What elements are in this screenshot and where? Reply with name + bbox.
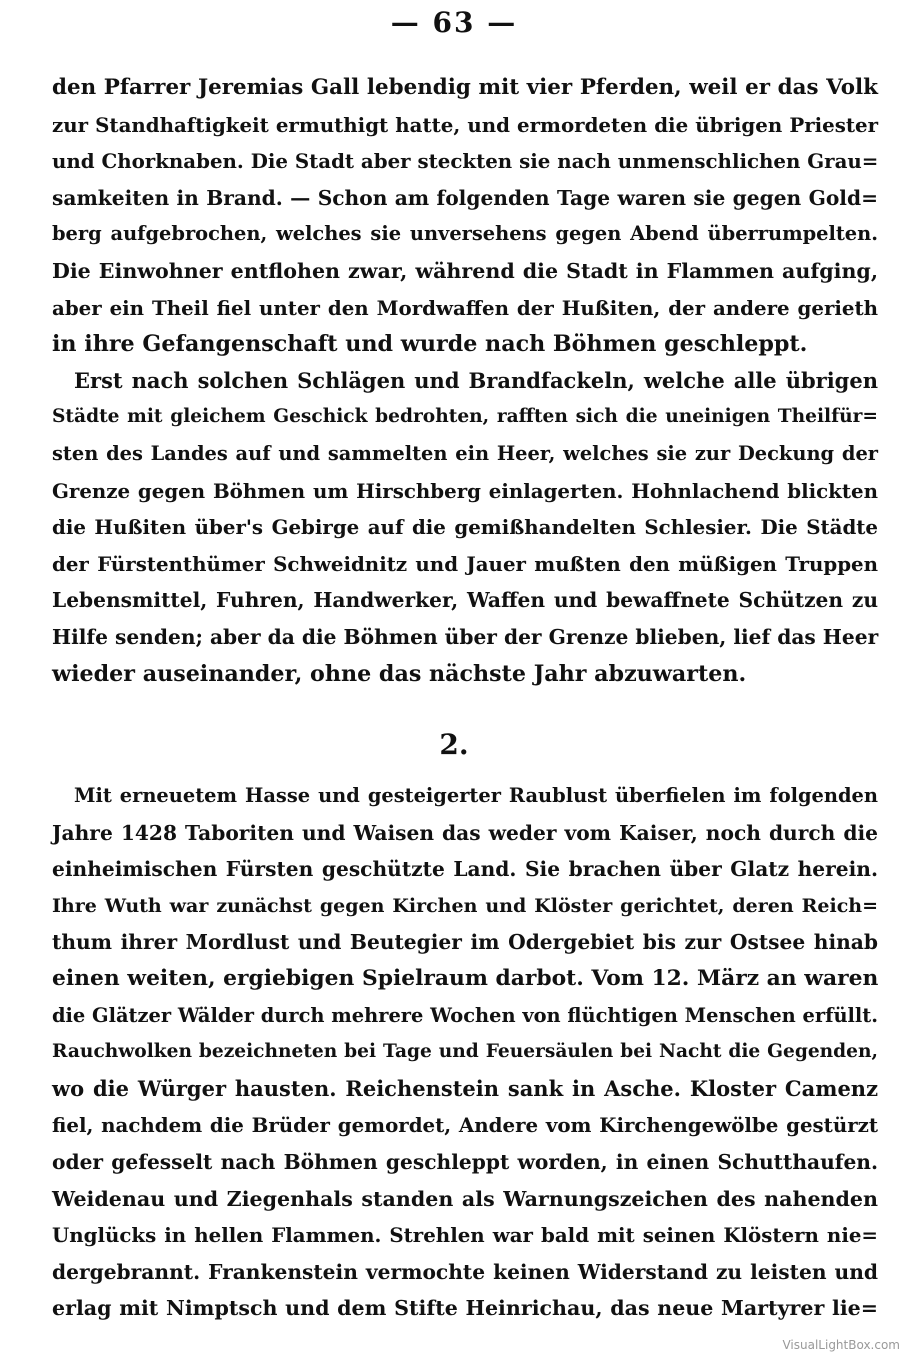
text-line: samkeiten in Brand. — Schon am folgenden Tage waren sie gegen Gold= <box>52 185 878 210</box>
text-line: einen weiten, ergiebigen Spielraum darbot. Vom 12. März an waren <box>52 965 879 991</box>
paragraph <box>52 778 878 1327</box>
text-line: dergebrannt. Frankenstein vermochte keinen Widerstand zu leisten und <box>52 1259 878 1284</box>
text-line: Ihre Wuth war zunächst gegen Kirchen und Klöster gerichtet, deren Reich= <box>52 894 878 917</box>
text-line: die Hußiten über's Gebirge auf die gemißhandelten Schlesier. Die Städte <box>52 515 878 540</box>
watermark: VisualLightBox.com <box>782 1338 900 1352</box>
text-line: Städte mit gleichem Geschick bedrohten, rafften sich die uneinigen Theilfür= <box>52 406 878 428</box>
text-line: Grenze gegen Böhmen um Hirschberg einlagerten. Hohnlachend blickten <box>52 478 878 503</box>
text-line: Mit erneuetem Hasse und gesteigerter Raublust überfielen im folgenden <box>74 784 878 807</box>
text-line: oder gefesselt nach Böhmen geschleppt worden, in einen Schutthaufen. <box>52 1149 878 1174</box>
text-line: berg aufgebrochen, welches sie unversehens gegen Abend überrumpelten. <box>52 222 878 246</box>
text-line: Jahre 1428 Taboriten und Waisen das weder vom Kaiser, noch durch die <box>52 820 878 845</box>
paragraph <box>52 70 878 363</box>
text-line: zur Standhaftigkeit ermuthigt hatte, und ermordeten die übrigen Priester <box>52 112 878 137</box>
text-line: Unglücks in hellen Flammen. Strehlen war bald mit seinen Klöstern nie= <box>52 1223 878 1248</box>
text-line: aber ein Theil fiel unter den Mordwaffen der Hußiten, der andere gerieth <box>52 295 878 320</box>
text-block-upper <box>52 70 878 692</box>
text-line: und Chorknaben. Die Stadt aber steckten sie nach unmenschlichen Grau= <box>52 149 879 174</box>
text-line: der Fürstenthümer Schweidnitz und Jauer mußten den müßigen Truppen <box>52 551 878 576</box>
text-line: einheimischen Fürsten geschützte Land. Sie brachen über Glatz herein. <box>52 857 878 882</box>
text-line: erlag mit Nimptsch und dem Stifte Heinrichau, das neue Martyrer lie= <box>52 1296 878 1321</box>
paragraph <box>52 363 878 692</box>
text-line: wieder auseinander, ohne das nächste Jahr abzuwarten. <box>52 660 747 687</box>
text-line: thum ihrer Mordlust und Beutegier im Odergebiet bis zur Ostsee hinab <box>52 930 878 955</box>
section-number: 2. <box>439 728 469 761</box>
text-line: wo die Würger hausten. Reichenstein sank in Asche. Kloster Camenz <box>52 1075 878 1101</box>
page-number: — 63 — <box>390 6 518 39</box>
text-line: den Pfarrer Jeremias Gall lebendig mit vier Pferden, weil er das Volk <box>52 75 878 100</box>
text-line: die Glätzer Wälder durch mehrere Wochen von flüchtigen Menschen erfüllt. <box>52 1003 878 1027</box>
text-line: in ihre Gefangenschaft und wurde nach Böhmen geschleppt. <box>52 331 808 358</box>
text-line: sten des Landes auf und sammelten ein Heer, welches sie zur Deckung der <box>52 441 878 465</box>
text-line: Rauchwolken bezeichneten bei Tage und Feuersäulen bei Nacht die Gegenden, <box>52 1041 878 1063</box>
text-line: fiel, nachdem die Brüder gemordet, Andere vom Kirchengewölbe gestürzt <box>52 1113 878 1138</box>
text-line: Hilfe senden; aber da die Böhmen über der Grenze blieben, lief das Heer <box>52 624 879 649</box>
text-block-lower <box>52 778 878 1327</box>
text-line: Die Einwohner entflohen zwar, während die Stadt in Flammen aufging, <box>52 258 878 283</box>
text-line: Weidenau und Ziegenhals standen als Warnungszeichen des nahenden <box>52 1186 878 1211</box>
text-line: Erst nach solchen Schlägen und Brandfackeln, welche alle übrigen <box>74 367 878 393</box>
text-line: Lebensmittel, Fuhren, Handwerker, Waffen und bewaffnete Schützen zu <box>52 588 878 613</box>
